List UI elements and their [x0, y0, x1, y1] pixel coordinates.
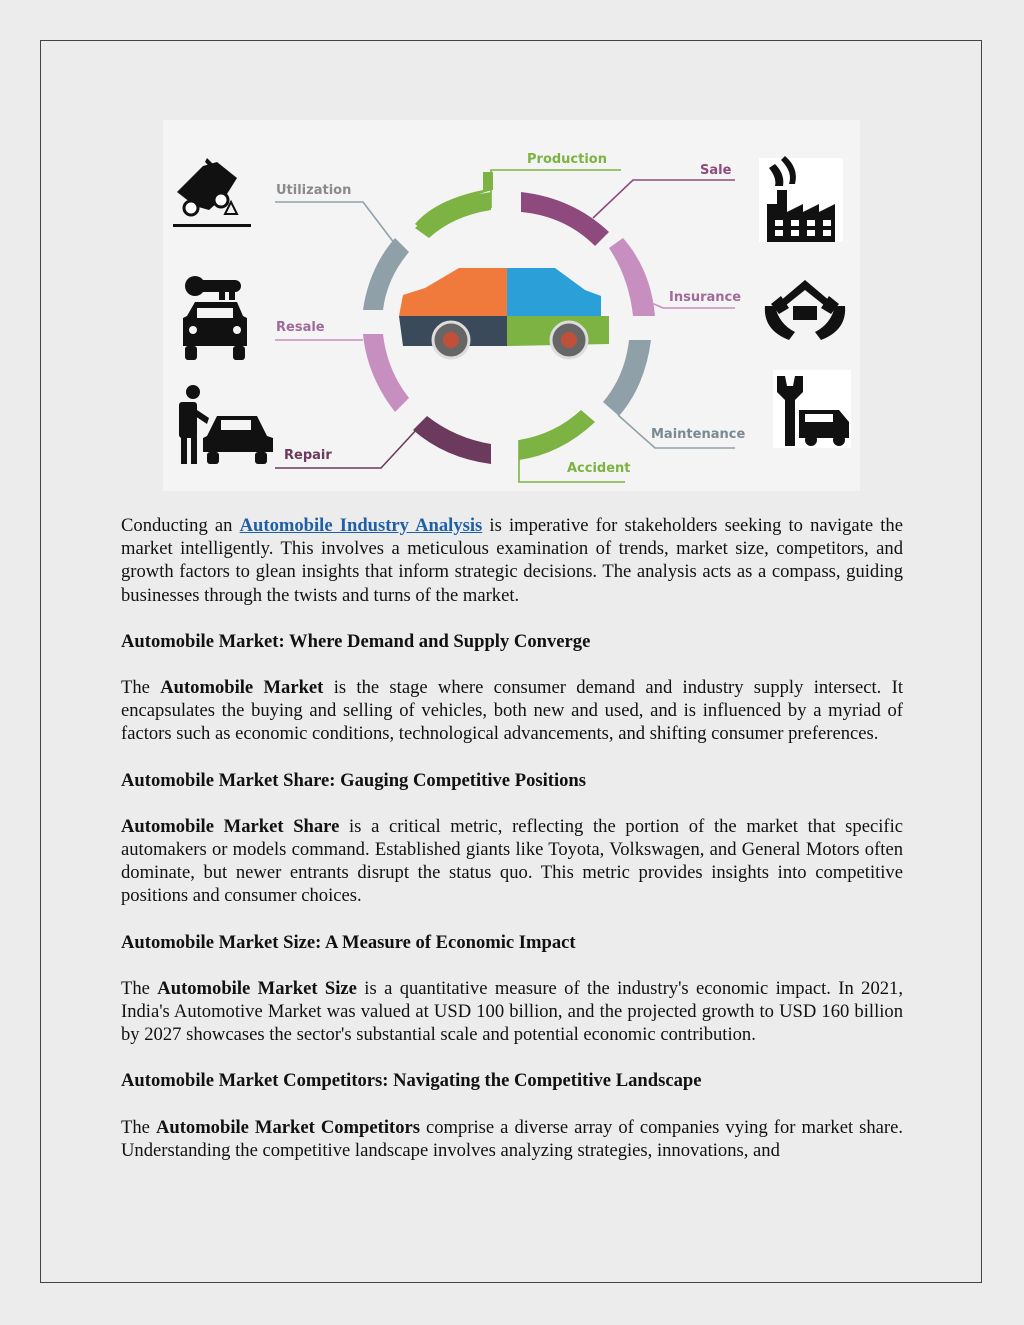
segment-accident [519, 410, 595, 460]
car-key-icon [183, 276, 247, 360]
section-heading-market-share: Automobile Market Share: Gauging Competitive Positions [121, 769, 586, 791]
segment-repair [413, 416, 491, 464]
section-paragraph-market-share: Automobile Market Share is a critical metric, reflecting the portion of the market that specific automakers or models command. Established giants like Toyota, Volkswagen, and General Motors often dominate, but newer entrants disrupt the status quo. This metric provides insights into competitive positions and consumer choices. [121, 815, 903, 907]
section-paragraph-market-competitors: The Automobile Market Competitors comprise a diverse array of companies vying for market share. Understanding the competitive landscape involves analyzing strategies, innovations, and [121, 1116, 904, 1161]
segment-sale [521, 192, 609, 246]
segment-resale [363, 334, 409, 412]
section-paragraph-market-size: The Automobile Market Size is a quantitative measure of the industry's economic impact. In 2021, India's Automotive Market was valued at USD 100 billion, and the projected growth to USD 160 billion by 2027 showcases the sector's substantial scale and potential economic contribution. [121, 977, 903, 1046]
section-heading-market: Automobile Market: Where Demand and Supply Converge [121, 630, 591, 652]
article-body [121, 514, 903, 1162]
label-accident: Accident [567, 461, 631, 476]
label-utilization: Utilization [276, 183, 352, 198]
label-maintenance: Maintenance [651, 427, 746, 442]
section-heading-market-size: Automobile Market Size: A Measure of Economic Impact [121, 931, 576, 953]
label-resale: Resale [276, 320, 325, 335]
segment-utilization [363, 238, 409, 310]
puzzle-car-illustration [399, 268, 609, 358]
factory-icon [759, 156, 843, 242]
segment-insurance [609, 238, 655, 316]
person-with-car-icon [179, 385, 273, 464]
section-paragraph-market: The Automobile Market is the stage where consumer demand and industry supply intersect. It encapsulates the buying and selling of vehicles, both new and used, and is influenced by a myriad of factors such as economic conditions, technological advancements, and shifting consumer preferences. [121, 677, 903, 745]
automobile-industry-analysis-link[interactable]: Automobile Industry Analysis [239, 515, 483, 536]
insurance-hands-house-icon [765, 280, 845, 340]
section-heading-market-competitors: Automobile Market Competitors: Navigating the Competitive Landscape [121, 1070, 702, 1092]
wrench-car-icon [773, 370, 851, 448]
connector-utilization [275, 202, 398, 248]
label-production: Production [527, 152, 607, 167]
label-sale: Sale [700, 163, 732, 178]
connector-sale [593, 180, 735, 218]
automobile-lifecycle-diagram [163, 120, 860, 491]
label-repair: Repair [284, 448, 332, 463]
intro-paragraph: Conducting an Automobile Industry Analysis is imperative for stakeholders seeking to navigate the market intelligently. This involves a meticulous examination of trends, market size, competitors, and growth factors to glean insights that inform strategic decisions. The analysis acts as a compass, guiding businesses through the twists and turns of the market. [121, 515, 903, 606]
crash-car-icon [173, 158, 251, 227]
segment-maintenance [603, 340, 651, 416]
label-insurance: Insurance [669, 290, 742, 305]
